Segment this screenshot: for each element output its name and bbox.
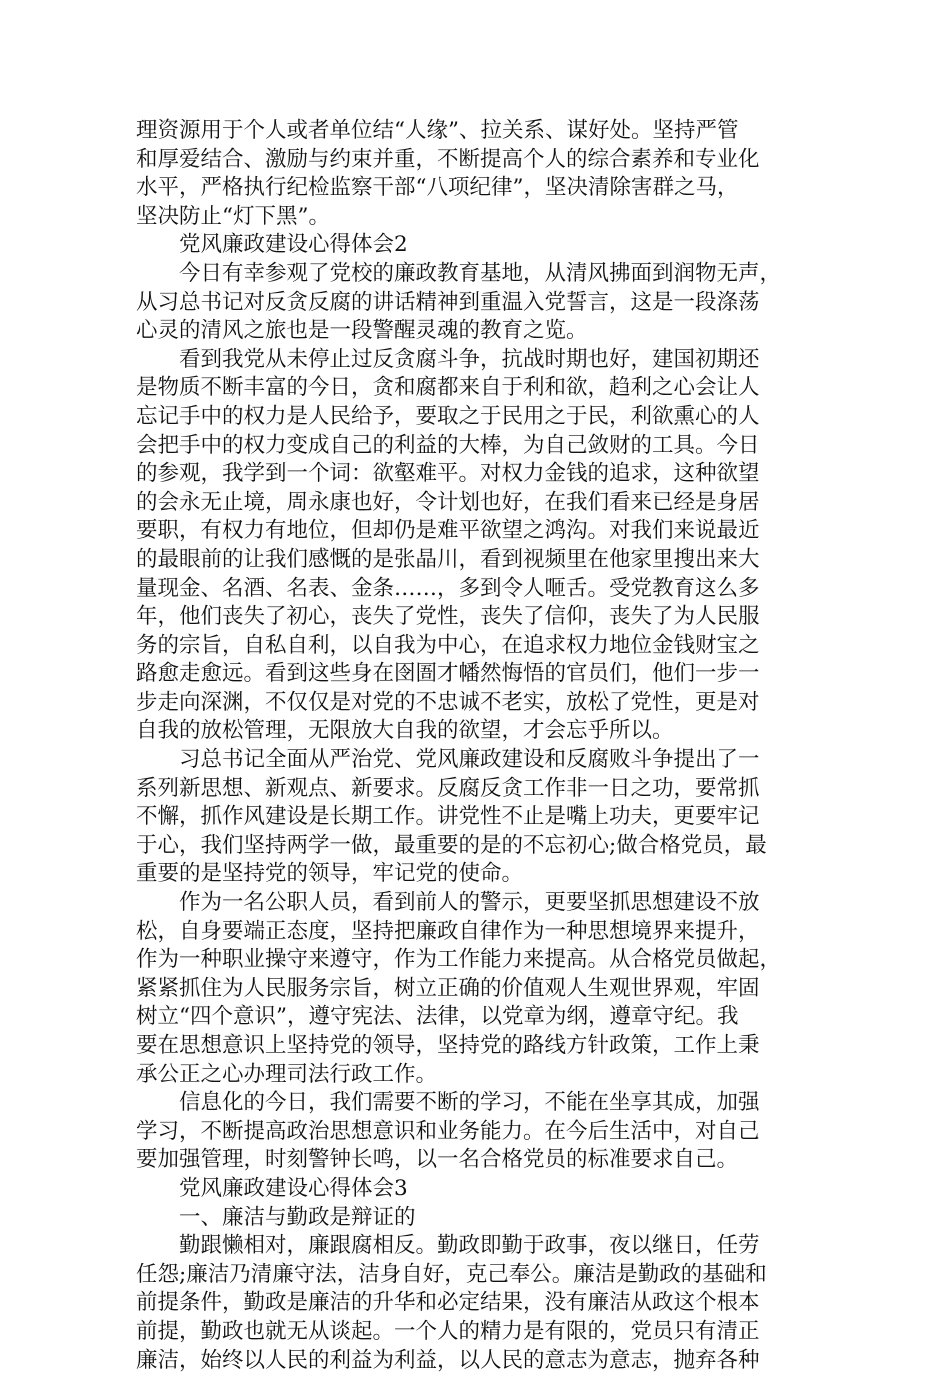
- text-line: 不懈，抓作风建设是长期工作。讲党性不止是嘴上功夫，更要牢记: [136, 804, 760, 830]
- text-line: 前提，勤政也就无从谈起。一个人的精力是有限的，党员只有清正: [136, 1318, 760, 1344]
- text-line: 党风廉政建设心得体会3: [179, 1175, 408, 1201]
- text-line: 一、廉洁与勤政是辩证的: [179, 1204, 416, 1230]
- text-line: 习总书记全面从严治党、党风廉政建设和反腐败斗争提出了一: [179, 747, 760, 773]
- text-line: 和厚爱结合、激励与约束并重，不断提高个人的综合素养和专业化: [136, 146, 760, 172]
- text-line: 树立“四个意识”，遵守宪法、法律，以党章为纲，遵章守纪。我: [136, 1004, 739, 1030]
- text-line: 系列新思想、新观点、新要求。反腐反贪工作非一日之功，要常抓: [136, 775, 760, 801]
- text-line: 的参观，我学到一个词：欲壑难平。对权力金钱的追求，这种欲望: [136, 461, 760, 487]
- text-line: 作为一种职业操守来遵守，作为工作能力来提高。从合格党员做起，: [136, 947, 782, 973]
- text-line: 学习，不断提高政治思想意识和业务能力。在今后生活中，对自己: [136, 1118, 760, 1144]
- text-line: 理资源用于个人或者单位结“人缘”、拉关系、谋好处。坚持严管: [136, 118, 739, 143]
- text-line: 路愈走愈远。看到这些身在囹圄才幡然悔悟的官员们，他们一步一: [136, 661, 760, 687]
- text-line: 会把手中的权力变成自己的利益的大棒，为自己敛财的工具。今日: [136, 432, 760, 458]
- text-line: 廉洁，始终以人民的利益为利益，以人民的意志为意志，抛弃各种: [136, 1347, 760, 1373]
- text-line: 从习总书记对反贪反腐的讲话精神到重温入党誓言，这是一段涤荡: [136, 289, 760, 315]
- text-line: 任怨;廉洁乃清廉守法，洁身自好，克己奉公。廉洁是勤政的基础和: [136, 1261, 767, 1287]
- text-line: 看到我党从未停止过反贪腐斗争，抗战时期也好，建国初期还: [179, 346, 760, 372]
- text-line: 作为一名公职人员，看到前人的警示，更要坚抓思想建设不放: [179, 890, 760, 916]
- text-line: 前提条件，勤政是廉洁的升华和必定结果，没有廉洁从政这个根本: [136, 1290, 760, 1316]
- text-line: 党风廉政建设心得体会2: [179, 232, 408, 258]
- text-line: 心灵的清风之旅也是一段警醒灵魂的教育之览。: [136, 318, 588, 344]
- text-line: 自我的放松管理，无限放大自我的欲望，才会忘乎所以。: [136, 718, 674, 744]
- text-line: 承公正之心办理司法行政工作。: [136, 1061, 438, 1087]
- text-line: 年，他们丧失了初心，丧失了党性，丧失了信仰，丧失了为人民服: [136, 604, 760, 630]
- text-line: 量现金、名酒、名表、金条……，多到令人咂舌。受党教育这么多: [136, 575, 760, 601]
- text-line: 紧紧抓住为人民服务宗旨，树立正确的价值观人生观世界观，牢固: [136, 975, 760, 1001]
- text-line: 的会永无止境，周永康也好，令计划也好，在我们看来已经是身居: [136, 489, 760, 515]
- text-line: 要在思想意识上坚持党的领导，坚持党的路线方针政策，工作上秉: [136, 1033, 760, 1058]
- text-line: 松，自身要端正态度，坚持把廉政自律作为一种思想境界来提升，: [136, 918, 760, 944]
- document-body: [136, 117, 808, 1375]
- text-line: 信息化的今日，我们需要不断的学习，不能在坐享其成，加强: [179, 1090, 760, 1116]
- text-line: 水平，严格执行纪检监察干部“八项纪律”，坚决清除害群之马，: [136, 175, 739, 201]
- text-line: 的最眼前的让我们感慨的是张晶川，看到视频里在他家里搜出来大: [136, 546, 760, 572]
- text-line: 重要的是坚持党的领导，牢记党的使命。: [136, 861, 524, 887]
- text-line: 勤跟懒相对，廉跟腐相反。勤政即勤于政事，夜以继日，任劳: [179, 1233, 760, 1259]
- text-line: 务的宗旨，自私自利，以自我为中心，在追求权力地位金钱财宝之: [136, 632, 760, 658]
- text-line: 于心，我们坚持两学一做，最重要的是的不忘初心;做合格党员，最: [136, 832, 767, 858]
- text-line: 步走向深渊，不仅仅是对党的不忠诚不老实，放松了党性，更是对: [136, 689, 760, 715]
- text-line: 是物质不断丰富的今日，贪和腐都来自于利和欲，趋利之心会让人: [136, 375, 760, 401]
- text-line: 今日有幸参观了党校的廉政教育基地，从清风拂面到润物无声，: [179, 260, 782, 286]
- text-line: 要职，有权力有地位，但却仍是难平欲望之鸿沟。对我们来说最近: [136, 518, 760, 544]
- text-line: 要加强管理，时刻警钟长鸣，以一名合格党员的标准要求自己。: [136, 1147, 739, 1173]
- text-line: 坚决防止“灯下黑”。: [136, 203, 330, 229]
- text-line: 忘记手中的权力是人民给予，要取之于民用之于民，利欲熏心的人: [136, 403, 760, 429]
